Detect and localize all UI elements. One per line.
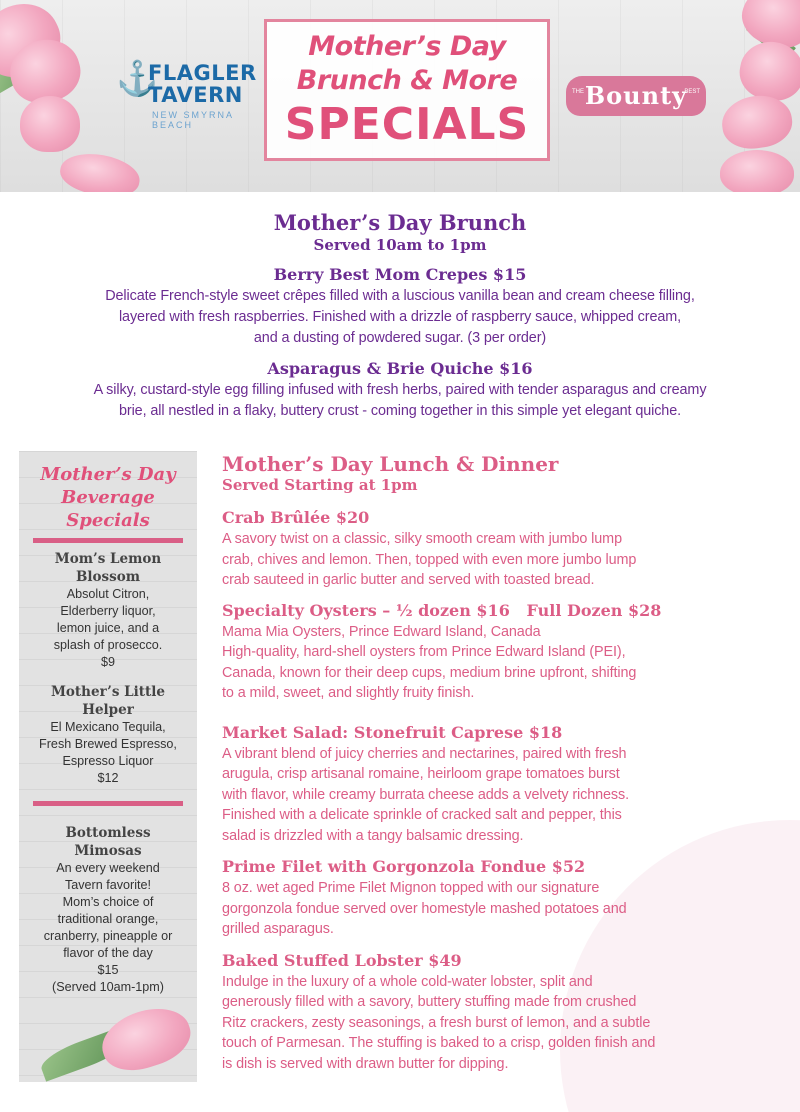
menu-item-desc-line: with flavor, while creamy burrata cheese adds a velvety richness. [222,786,630,803]
flagler-tavern-logo [116,58,257,130]
beverage-desc-line: Fresh Brewed Espresso, [39,737,177,751]
menu-item-desc-line: to a mild, sweet, and slightly fruity finish. [222,685,475,701]
beverage-specials-title [19,451,197,532]
menu-item-desc-line: A vibrant blend of juicy cherries and nectarines, paired with fresh [222,745,627,762]
tulip-decoration [20,96,80,152]
sidebar-divider [33,801,183,806]
beverage-desc-line: splash of prosecco. [53,638,163,652]
brunch-section [0,210,800,422]
tulip-decoration [57,148,143,192]
menu-item-title: Crab Brûlée $20 [222,508,370,527]
menu-item-desc-line: and a dusting of powdered sugar. (3 per order) [253,330,547,346]
beverage-name [19,550,197,586]
beverage-desc-line: Mom’s choice of [62,895,154,909]
beverage-desc-line: Tavern favorite! [64,878,152,892]
beverage-desc-line: lemon juice, and a [56,621,160,635]
lunch-dinner-section [222,452,782,1074]
bounty-logo-small-right: BEST [684,89,700,95]
bounty-logo [566,76,706,116]
sidebar-title-line: Beverage [61,487,155,508]
tulip-decoration [720,150,794,192]
menu-item-title: Berry Best Mom Crepes $15 [273,265,527,284]
menu-item-desc-line: generously filled with a savory, buttery stuffing made from crushed [222,994,637,1010]
menu-item-desc-line: gorgonzola fondue served over homestyle mashed potatoes and [222,900,627,917]
menu-item-desc-line: crab, chives and lemon. Then, topped with even more jumbo lump [222,551,637,568]
menu-item-title: Market Salad: Stonefruit Caprese $18 [222,722,563,742]
tulip-decoration [735,37,800,105]
menu-item-desc-line: Ritz crackers, zesty seasonings, a fresh burst of lemon, and a subtle [222,1014,651,1031]
sidebar-title-line: Mother’s Day [40,464,176,485]
header-banner [0,0,800,192]
beverage-desc-line: flavor of the day [63,946,153,960]
menu-item-desc-line: Finished with a delicate sprinkle of cracked salt and pepper, this [222,807,622,823]
menu-item-desc-line: brie, all nestled in a flaky, buttery crust - coming together in this simple yet elegant quiche. [118,403,682,419]
menu-item-desc-line: salad is drizzled with a tangy balsamic dressing. [222,827,524,844]
menu-item-desc-line: crab sauteed in garlic butter and served with toasted bread. [222,572,595,588]
page-title-box [264,19,550,161]
anchor-icon: ⚓ [116,60,159,98]
tulip-decoration [95,998,198,1079]
brunch-heading: Mother’s Day Brunch [273,210,527,235]
beverage-name [19,824,197,860]
menu-item-title: Baked Stuffed Lobster $49 [222,950,462,970]
menu-item-desc-line: A silky, custard-style egg filling infused with fresh herbs, paired with tender asparagus and creamy [93,382,707,398]
beverage-specials-sidebar [19,451,197,1082]
beverage-name-line: Blossom [75,569,141,585]
title-line3: SPECIALS [284,99,530,150]
beverage-desc-line: (Served 10am-1pm) [52,980,164,994]
beverage-desc-line: El Mexicano Tequila, [50,720,166,734]
sidebar-divider [33,538,183,543]
menu-item-title: Prime Filet with Gorgonzola Fondue $52 [222,857,586,876]
bounty-logo-name: Bounty [584,81,688,110]
tulip-decoration [719,91,796,152]
menu-item-desc-line: 8 oz. wet aged Prime Filet Mignon topped with our signature [222,880,600,896]
beverage-name-line: Mom’s Lemon [54,551,162,567]
beverage-desc-line: Espresso Liquor [62,754,154,768]
beverage-desc-line: Absolut Citron, [66,587,150,601]
beverage-price: $12 [97,771,119,785]
beverage-price: $9 [100,655,115,669]
title-line1: Mother’s Day [308,31,506,62]
menu-item-desc-line: is dish is served with drawn butter for dipping. [222,1055,509,1072]
beverage-name-line: Mother’s Little [50,684,165,700]
menu-item-desc-line: A savory twist on a classic, silky smooth cream with jumbo lump [222,531,622,547]
sidebar-title-line: Specials [66,510,150,531]
menu-item-desc-line: Delicate French-style sweet crêpes filled with a luscious vanilla bean and cream cheese filling, [105,288,695,304]
beverage-description [19,586,197,671]
title-line2: Brunch & More [296,65,518,96]
beverage-description [19,860,197,996]
beverage-name-line: Mimosas [74,843,142,859]
logo-location: NEW SMYRNA BEACH [152,110,234,130]
menu-item-desc-line: grilled asparagus. [222,921,334,937]
menu-item-desc-line: arugula, crisp artisanal romaine, heirloom grape tomatoes burst [222,766,620,782]
bounty-logo-small-left: THE [572,89,584,95]
dinner-heading: Mother’s Day Lunch & Dinner [222,452,559,476]
menu-item-title: Asparagus & Brie Quiche $16 [267,359,533,378]
beverage-desc-line: Elderberry liquor, [60,604,156,618]
dinner-subheading: Served Starting at 1pm [222,476,418,494]
beverage-description [19,719,197,787]
beverage-name-line: Bottomless [65,825,151,841]
beverage-desc-line: An every weekend [56,861,160,875]
menu-item-desc-line: layered with fresh raspberries. Finished with a drizzle of raspberry sauce, whipped cream, [118,309,682,325]
beverage-desc-line: cranberry, pineapple or [43,929,173,943]
beverage-name-line: Helper [82,702,134,718]
logo-name-line2: TAVERN [148,83,243,107]
menu-item-desc-line: touch of Parmesan. The stuffing is baked to a crisp, golden finish and [222,1035,656,1051]
menu-item-desc-line: Mama Mia Oysters, Prince Edward Island, Canada [222,623,541,640]
beverage-desc-line: traditional orange, [57,912,159,926]
beverage-price: $15 [97,963,119,977]
menu-item-desc-line: High-quality, hard-shell oysters from Prince Edward Island (PEI), [222,644,626,660]
logo-name-line1: FLAGLER [148,61,257,85]
menu-item-desc-line: Canada, known for their deep cups, medium brine upfront, shifting [222,664,637,681]
menu-item-title: Specialty Oysters – ½ dozen $16 Full Dozen $28 [222,600,662,620]
brunch-subheading: Served 10am to 1pm [313,236,487,254]
beverage-name [19,683,197,719]
menu-item-desc-line: Indulge in the luxury of a whole cold-water lobster, split and [222,973,593,990]
